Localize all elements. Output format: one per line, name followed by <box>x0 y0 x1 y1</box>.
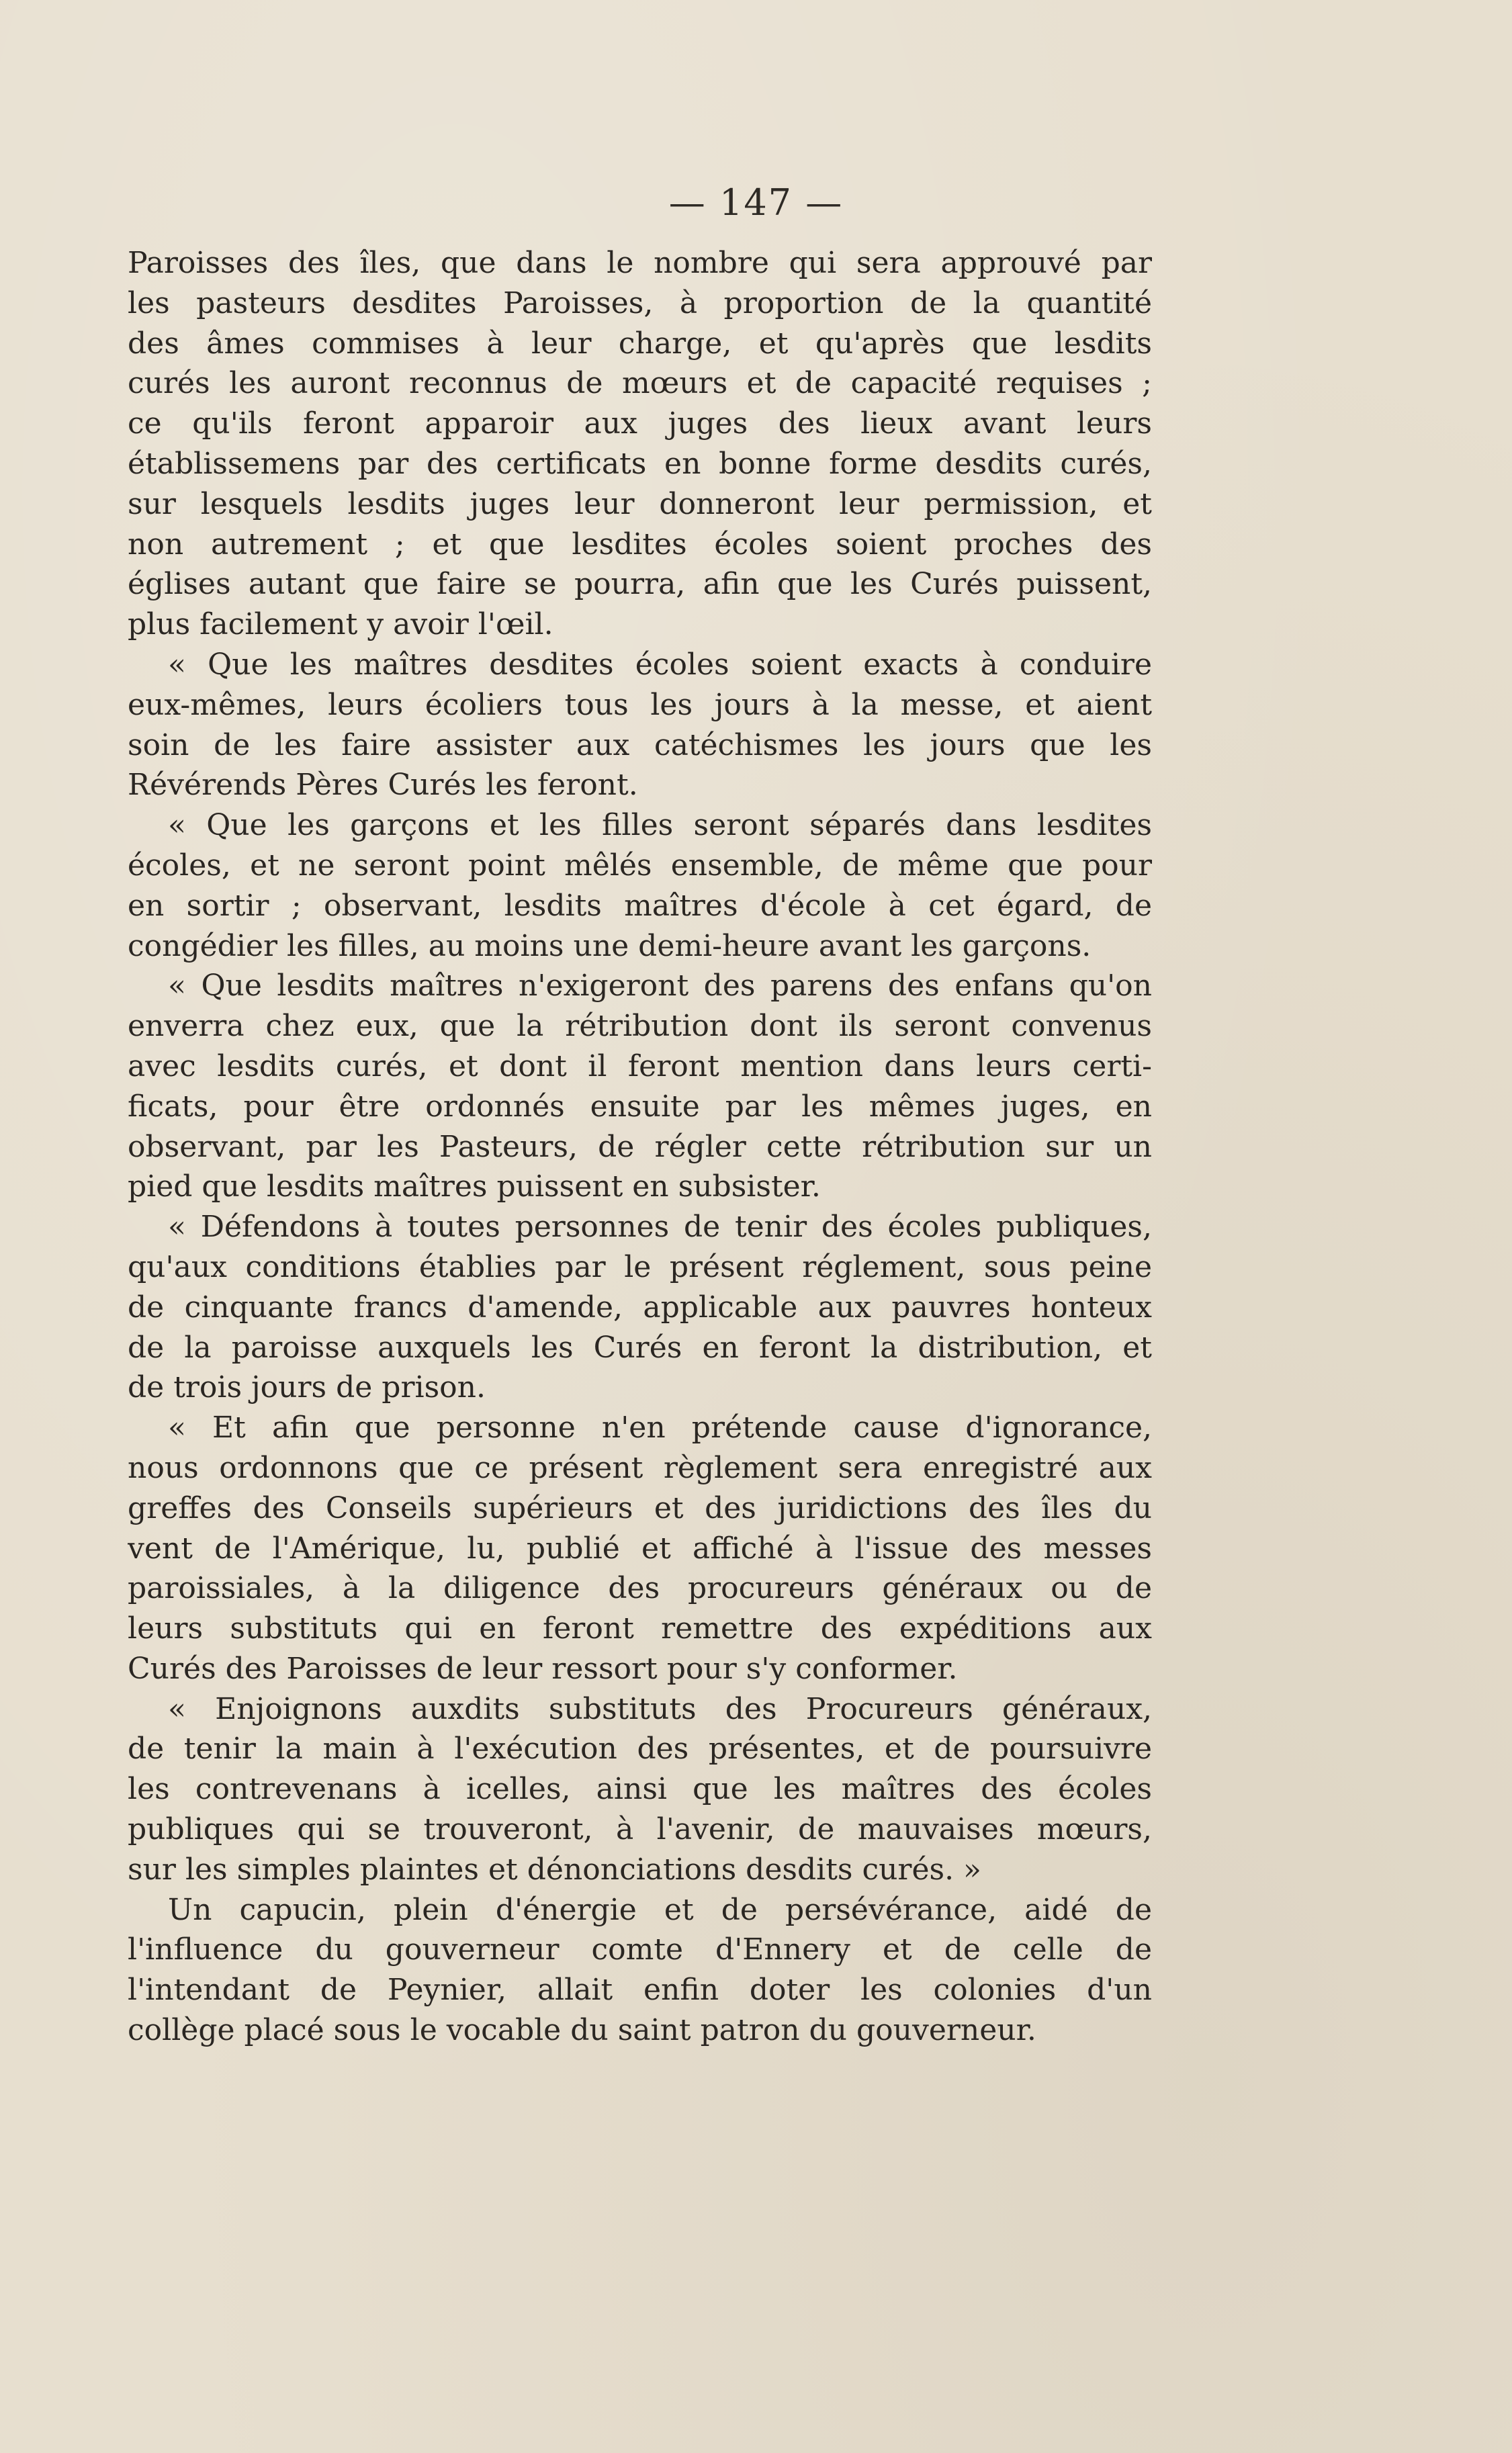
text-line: de cinquante francs d'amende, applicable aux pauvres honteux <box>128 1290 1152 1325</box>
text-line: écoles, et ne seront point mêlés ensemble, de même que pour <box>128 848 1152 883</box>
text-line: eux-mêmes, leurs écoliers tous les jours à la messe, et aient <box>128 687 1152 722</box>
text-line: églises autant que faire se pourra, afin que les Curés puissent, <box>128 567 1152 602</box>
text-line: collège placé sous le vocable du saint patron du gouverneur. <box>128 2013 1036 2048</box>
text-line: l'intendant de Peynier, allait enfin doter les colonies d'un <box>128 1973 1152 2008</box>
text-line: plus facilement y avoir l'œil. <box>128 607 553 642</box>
text-line: « Défendons à toutes personnes de tenir des écoles publiques, <box>168 1210 1152 1245</box>
text-line: avec lesdits curés, et dont il feront mention dans leurs certi- <box>128 1049 1152 1083</box>
text-line: les contrevenans à icelles, ainsi que les maîtres des écoles <box>128 1772 1152 1807</box>
text-line: « Enjoignons auxdits substituts des Procureurs généraux, <box>168 1691 1152 1726</box>
text-line: Un capucin, plein d'énergie et de persévérance, aidé de <box>168 1892 1152 1927</box>
text-line: observant, par les Pasteurs, de régler cette rétribution sur un <box>128 1129 1152 1164</box>
text-line: vent de l'Amérique, lu, publié et affiché à l'issue des messes <box>128 1531 1152 1566</box>
text-line: sur lesquels lesdits juges leur donneront leur permission, et <box>128 486 1152 521</box>
text-line: « Que les maîtres desdites écoles soient exacts à conduire <box>168 647 1152 682</box>
text-line: publiques qui se trouveront, à l'avenir, de mauvaises mœurs, <box>128 1812 1152 1847</box>
text-line: établissemens par des certificats en bonne forme desdits curés, <box>128 446 1152 481</box>
text-line: leurs substituts qui en feront remettre des expéditions aux <box>128 1611 1152 1646</box>
text-line: « Que les garçons et les filles seront séparés dans lesdites <box>168 808 1152 843</box>
text-line: Révérends Pères Curés les feront. <box>128 768 638 803</box>
text-line: sur les simples plaintes et dénonciations desdits curés. » <box>128 1852 981 1887</box>
text-line: pied que lesdits maîtres puissent en subsister. <box>128 1169 821 1204</box>
text-line: enverra chez eux, que la rétribution dont ils seront convenus <box>128 1009 1152 1044</box>
text-line: « Et afin que personne n'en prétende cause d'ignorance, <box>168 1411 1152 1445</box>
text-line: paroissiales, à la diligence des procureurs généraux ou de <box>128 1571 1152 1606</box>
text-line: qu'aux conditions établies par le présent réglement, sous peine <box>128 1249 1152 1284</box>
page-number: — 147 — <box>668 181 844 224</box>
text-line: congédier les filles, au moins une demi-heure avant les garçons. <box>128 928 1092 963</box>
text-line: de tenir la main à l'exécution des présentes, et de poursuivre <box>128 1732 1152 1767</box>
text-line: les pasteurs desdites Paroisses, à proportion de la quantité <box>128 285 1152 320</box>
text-line: l'influence du gouverneur comte d'Ennery et de celle de <box>128 1932 1152 1967</box>
text-line: ficats, pour être ordonnés ensuite par les mêmes juges, en <box>128 1089 1152 1124</box>
text-line: en sortir ; observant, lesdits maîtres d'école à cet égard, de <box>128 888 1152 923</box>
text-line: curés les auront reconnus de mœurs et de capacité requises ; <box>128 366 1152 401</box>
text-line: de trois jours de prison. <box>128 1370 486 1405</box>
text-line: greffes des Conseils supérieurs et des juridictions des îles du <box>128 1490 1152 1525</box>
text-line: Curés des Paroisses de leur ressort pour s'y conformer. <box>128 1651 958 1686</box>
text-line: soin de les faire assister aux catéchismes les jours que les <box>128 727 1152 762</box>
text-line: de la paroisse auxquels les Curés en feront la distribution, et <box>128 1330 1152 1365</box>
text-line: Paroisses des îles, que dans le nombre qui sera approuvé par <box>128 246 1152 280</box>
text-line: ce qu'ils feront apparoir aux juges des lieux avant leurs <box>128 406 1152 441</box>
text-line: des âmes commises à leur charge, et qu'après que lesdits <box>128 326 1152 361</box>
text-line: non autrement ; et que lesdites écoles soient proches des <box>128 527 1152 562</box>
text-line: « Que lesdits maîtres n'exigeront des parens des enfans qu'on <box>168 969 1152 1004</box>
text-line: nous ordonnons que ce présent règlement sera enregistré aux <box>128 1450 1152 1485</box>
body-text <box>128 243 1152 2051</box>
